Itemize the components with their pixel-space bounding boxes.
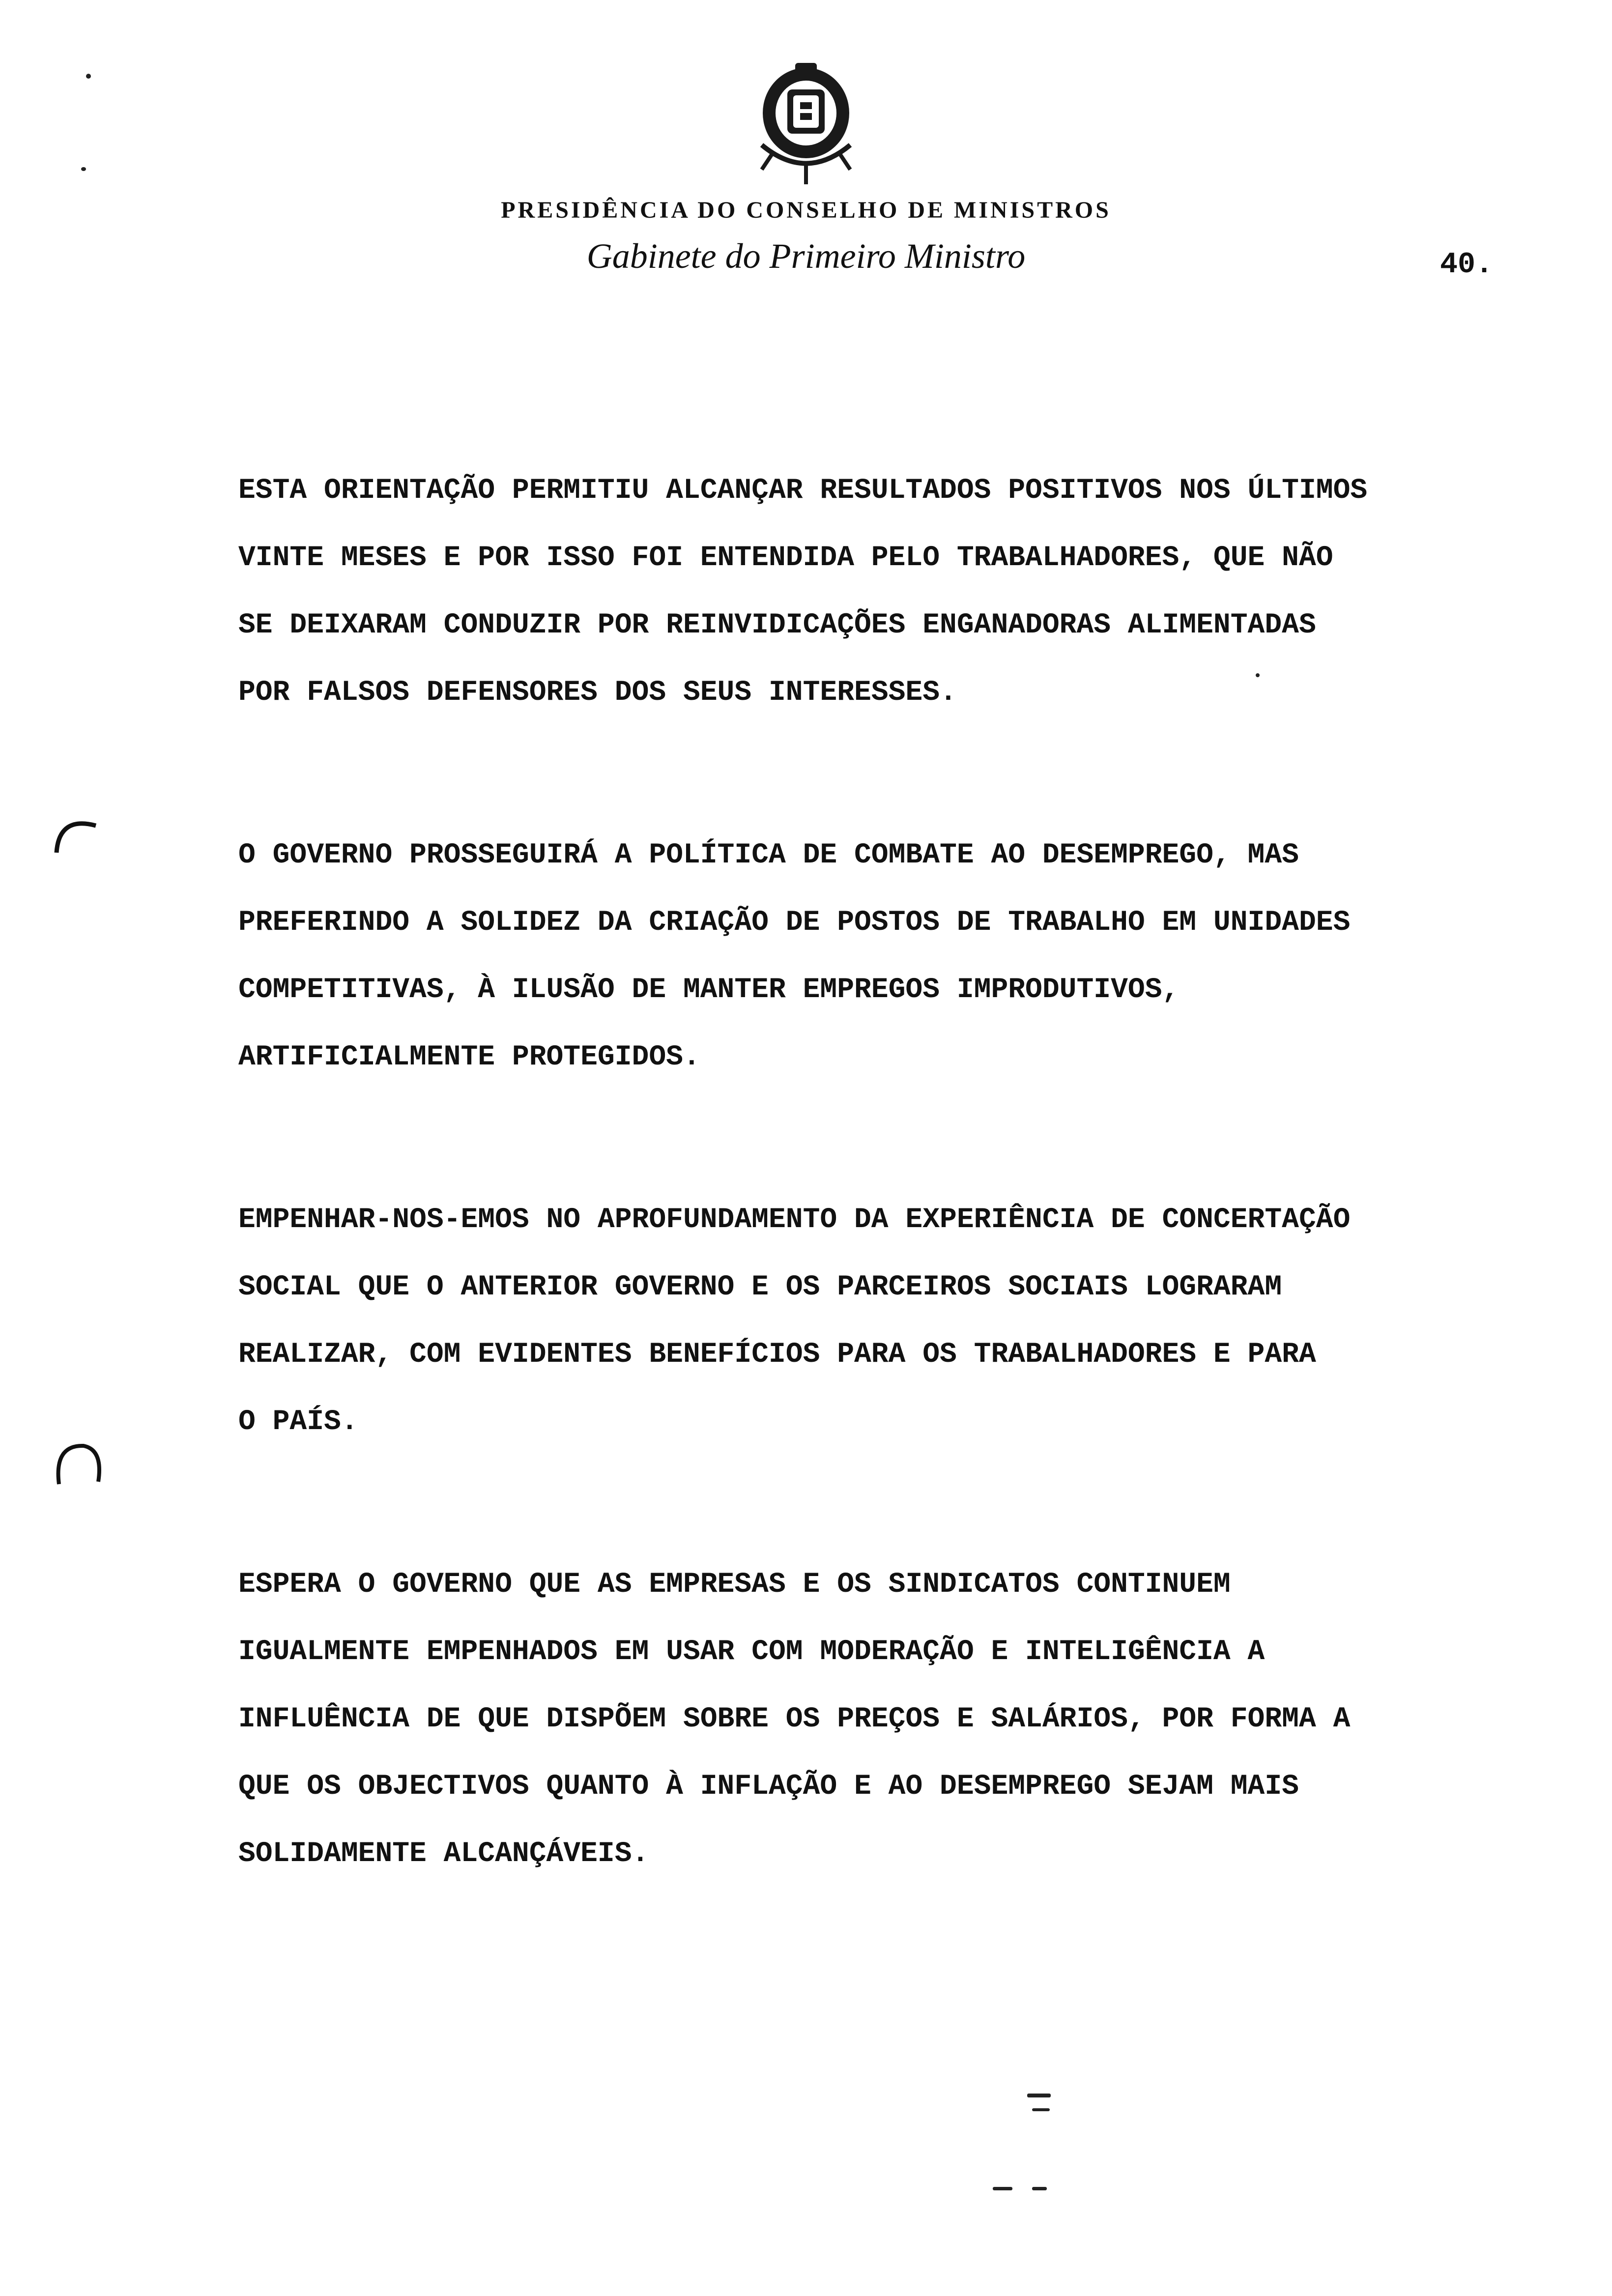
paragraph — [238, 1551, 1595, 1888]
office-name: Gabinete do Primeiro Ministro — [586, 236, 1026, 276]
paragraph — [238, 1186, 1595, 1456]
text-line: O GOVERNO PROSSEGUIRÁ A POLÍTICA DE COMBATE AO DESEMPREGO, MAS — [238, 839, 1299, 871]
scan-speck — [1032, 2108, 1050, 2111]
scan-speck — [1027, 2094, 1051, 2097]
text-line: SE DEIXARAM CONDUZIR POR REINVIDICAÇÕES ENGANADORAS ALIMENTADAS — [238, 609, 1316, 641]
scan-speck — [1032, 2187, 1047, 2190]
punch-hole-mark-icon — [49, 1435, 108, 1494]
text-line: SOLIDAMENTE ALCANÇÁVEIS. — [238, 1838, 649, 1870]
text-line: ESPERA O GOVERNO QUE AS EMPRESAS E OS SINDICATOS CONTINUEM — [238, 1569, 1231, 1601]
paragraph — [238, 457, 1595, 726]
text-line: IGUALMENTE EMPENHADOS EM USAR COM MODERAÇÃO E INTELIGÊNCIA A — [238, 1636, 1265, 1668]
text-line: INFLUÊNCIA DE QUE DISPÕEM SOBRE OS PREÇOS E SALÁRIOS, POR FORMA A — [238, 1703, 1351, 1735]
scan-speck — [993, 2187, 1012, 2190]
text-line: O PAÍS. — [238, 1406, 358, 1438]
document-body — [238, 457, 1595, 1983]
scan-speck — [81, 167, 86, 171]
text-line: POR FALSOS DEFENSORES DOS SEUS INTERESSES. — [238, 677, 957, 709]
text-line: REALIZAR, COM EVIDENTES BENEFÍCIOS PARA OS TRABALHADORES E PARA — [238, 1339, 1316, 1371]
scan-speck — [86, 74, 91, 79]
text-line: PREFERINDO A SOLIDEZ DA CRIAÇÃO DE POSTOS DE TRABALHO EM UNIDADES — [238, 907, 1351, 939]
text-line: EMPENHAR-NOS-EMOS NO APROFUNDAMENTO DA EXPERIÊNCIA DE CONCERTAÇÃO — [238, 1204, 1351, 1236]
punch-hole-mark-icon — [49, 806, 103, 860]
text-line: COMPETITIVAS, À ILUSÃO DE MANTER EMPREGOS IMPRODUTIVOS, — [238, 974, 1180, 1006]
text-line: ARTIFICIALMENTE PROTEGIDOS. — [238, 1041, 700, 1073]
page-number: 40. — [1440, 248, 1494, 282]
organization-name: PRESIDÊNCIA DO CONSELHO DE MINISTROS — [501, 197, 1111, 223]
text-line: SOCIAL QUE O ANTERIOR GOVERNO E OS PARCEIROS SOCIAIS LOGRARAM — [238, 1271, 1282, 1303]
text-line: VINTE MESES E POR ISSO FOI ENTENDIDA PELO TRABALHADORES, QUE NÃO — [238, 542, 1333, 574]
text-line: ESTA ORIENTAÇÃO PERMITIU ALCANÇAR RESULTADOS POSITIVOS NOS ÚLTIMOS — [238, 475, 1368, 507]
scan-speck — [1256, 673, 1260, 677]
coat-of-arms-icon — [742, 59, 870, 192]
paragraph — [238, 822, 1595, 1091]
text-line: QUE OS OBJECTIVOS QUANTO À INFLAÇÃO E AO DESEMPREGO SEJAM MAIS — [238, 1771, 1299, 1803]
